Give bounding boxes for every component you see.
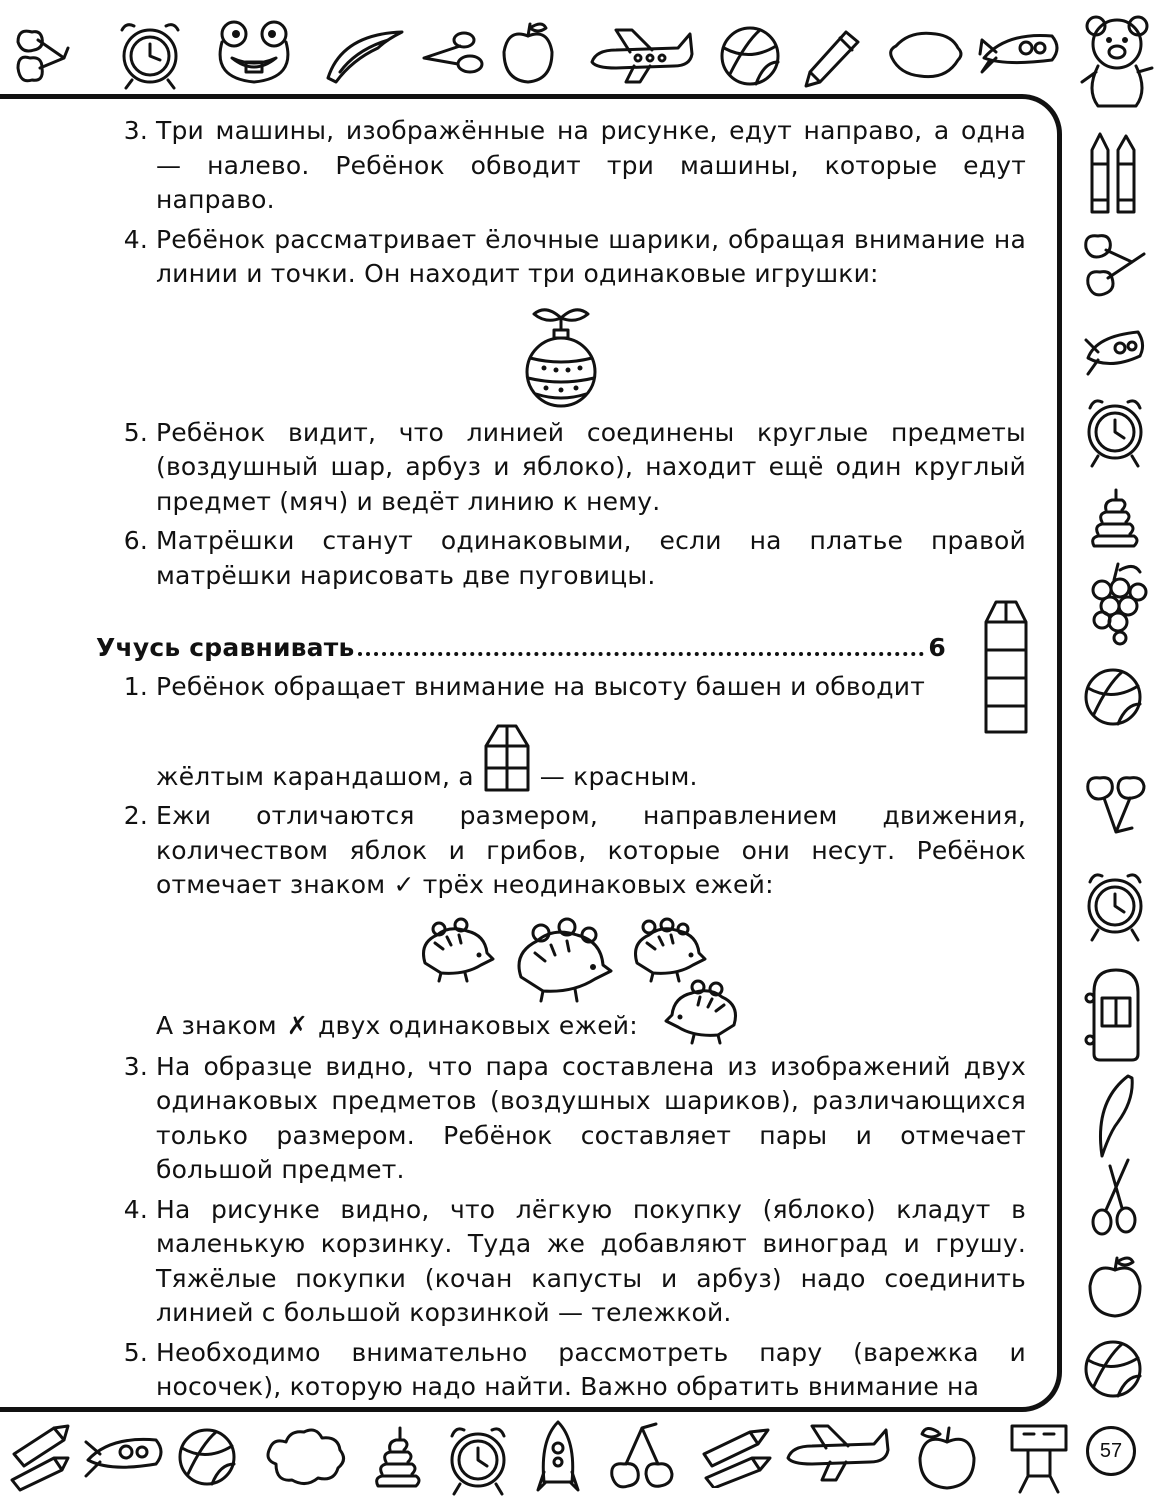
item-text: А знаком <box>156 1011 277 1041</box>
item-text-block <box>156 799 1026 903</box>
cloud-icon <box>262 1424 348 1490</box>
christmas-ornament-icon <box>516 300 606 412</box>
cross-mark-icon: ✗ <box>286 1011 309 1041</box>
rocket-icon <box>80 1426 170 1488</box>
item-text-end: трёх неодинаковых ежей: <box>422 870 774 899</box>
car-icon <box>1082 964 1148 1064</box>
alarm-clock-icon <box>1080 866 1150 944</box>
answer-item-5 <box>96 416 1026 520</box>
item-number: 5. <box>123 417 148 447</box>
item-number: 4. <box>123 1194 148 1224</box>
item-text-block <box>156 670 1026 795</box>
ball-icon <box>174 1424 240 1490</box>
item-number: 5. <box>123 1337 148 1367</box>
item-text: Ребёнок рассматривает ёлочные шарики, обращая внимание на линии и точки. Он находит три одинаковые игрушки: <box>156 224 1026 288</box>
cherries-icon <box>1082 772 1150 842</box>
item-text: двух одинаковых ежей: <box>318 1011 638 1041</box>
answer-item-2-line2 <box>96 1009 1026 1045</box>
answers-content <box>96 114 1026 1410</box>
crayon-icon <box>796 22 866 92</box>
item-text-line2 <box>156 722 1026 794</box>
answer-item-6 <box>96 524 1026 593</box>
item-text: Ребёнок видит, что линией соединены круглые предметы (воздушный шар, арбуз и яблоко), находит ещё один круглый предмет (мяч) и ведёт линию к нему. <box>156 417 1026 516</box>
answer-item-5b <box>96 1336 1026 1405</box>
answer-item-2 <box>96 799 1026 903</box>
leader-dots <box>358 652 924 656</box>
tall-tower-icon <box>982 598 1030 736</box>
teddy-bear-icon <box>1076 10 1160 114</box>
item-text-part: — красным. <box>539 761 698 791</box>
section-title: Учусь сравнивать <box>96 633 355 662</box>
banana-icon <box>1088 1072 1142 1162</box>
item-text: На рисунке видно, что лёгкую покупку (яблоко) кладут в маленькую корзинку. Туда же добавляют виноград и грушу. Тяжёлые покупки (кочан капусты и арбуз) надо соединить линией с большой корзинкой — тележкой. <box>156 1194 1026 1327</box>
item-number: 2. <box>123 801 148 830</box>
section-heading <box>96 631 946 666</box>
pyramid-toy-icon <box>370 1424 426 1490</box>
ball-icon <box>1080 1336 1146 1402</box>
answer-item-3b <box>96 1050 1026 1188</box>
item-text: Три машины, изображённые на рисунке, едут направо, а одна — налево. Ребёнок обводит три машины, которые едут направо. <box>156 116 1026 214</box>
item-text: Матрёшки станут одинаковыми, если на платье правой матрёшки нарисовать две пуговицы. <box>156 526 1026 590</box>
christmas-ornament-picture <box>96 300 1026 412</box>
item-text-block <box>156 1009 1026 1045</box>
rocket-icon <box>1080 322 1150 386</box>
apple-icon <box>912 1422 982 1492</box>
alarm-clock-icon <box>108 14 188 94</box>
answer-item-4 <box>96 223 1026 292</box>
rocket-icon <box>976 18 1066 88</box>
apple-icon <box>498 18 558 88</box>
short-tower-icon <box>482 722 532 794</box>
hedgehog-icon <box>662 975 742 1045</box>
item-number: 3. <box>123 1051 148 1081</box>
item-text-part: жёлтым карандашом, а <box>156 761 474 791</box>
ball-icon <box>1080 664 1146 730</box>
hedgehogs-picture <box>96 913 1026 1003</box>
page-number: 57 <box>1086 1426 1136 1476</box>
item-text: Ежи отличаются размером, направлением движения, количеством яблок и грибов, которые они несут. Ребёнок отмечает знаком <box>156 801 1026 899</box>
item-text: Необходимо внимательно рассмотреть пару (варежка и носочек), которую надо найти. Важно обратить внимание на <box>156 1337 1026 1401</box>
cherries-icon <box>10 18 72 90</box>
pyramid-toy-icon <box>1084 488 1144 550</box>
robot-icon <box>1004 1420 1074 1496</box>
hedgehog-icon <box>509 913 613 1003</box>
item-number-spacer <box>96 1009 156 1045</box>
item-text-line1: Ребёнок обращает внимание на высоту башен и обводит <box>156 671 925 701</box>
hedgehog-icon <box>415 913 495 983</box>
item-number: 3. <box>123 116 148 145</box>
item-number: 4. <box>123 224 148 254</box>
answer-item-3 <box>96 114 1026 218</box>
crayons-icon <box>1082 128 1148 218</box>
crayons-icon <box>698 1424 774 1488</box>
banana-icon <box>322 26 408 86</box>
ball-icon <box>716 22 784 90</box>
cherries-icon <box>1080 232 1150 302</box>
checkmark-icon: ✓ <box>393 870 415 899</box>
scissors-icon <box>420 24 490 84</box>
scissors-icon <box>1084 1156 1144 1236</box>
answer-item-4b <box>96 1193 1026 1331</box>
lemon-icon <box>886 24 966 84</box>
item-number: 6. <box>123 526 148 555</box>
section-page: 6 <box>928 633 946 662</box>
hedgehog-icon <box>627 913 707 983</box>
crayons-icon <box>8 1420 74 1492</box>
frog-icon <box>208 18 300 90</box>
airplane-icon <box>782 1420 892 1486</box>
apple-icon <box>1082 1252 1148 1322</box>
cherries-icon <box>606 1420 678 1496</box>
grapes-icon <box>1080 560 1150 646</box>
alarm-clock-icon <box>440 1418 516 1498</box>
alarm-clock-icon <box>1080 392 1150 470</box>
airplane-icon <box>586 26 696 86</box>
rocket-icon <box>536 1418 580 1498</box>
item-number: 1. <box>123 671 148 701</box>
answer-item-1 <box>96 670 1026 795</box>
item-text: На образце видно, что пара составлена из изображений двух одинаковых предметов (воздушных шариков), различающихся только размером. Ребёнок составляет пары и отмечает большой предмет. <box>156 1051 1026 1184</box>
